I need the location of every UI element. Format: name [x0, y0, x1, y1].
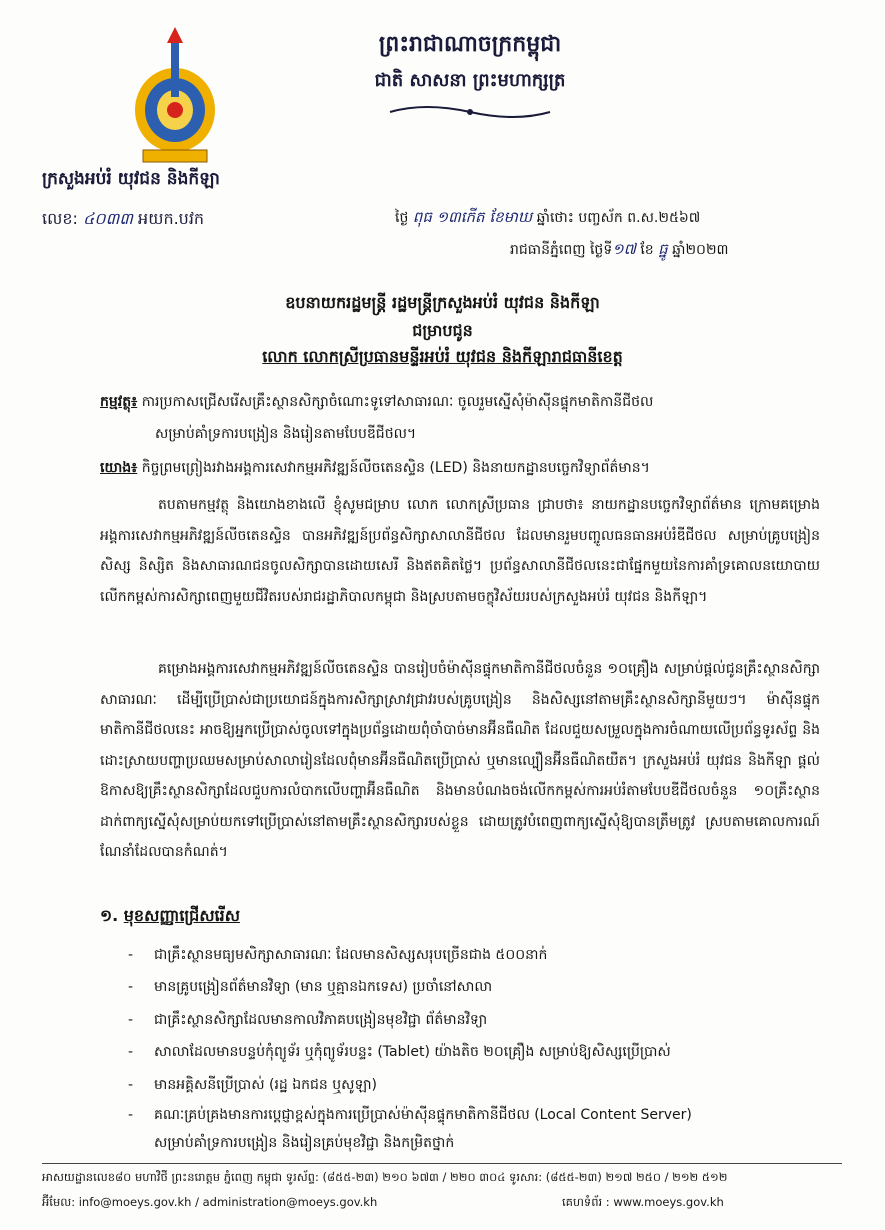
criteria-title: មុខសញ្ញាជ្រើសរើស [123, 906, 240, 925]
lunar-day-month: ពុធ ១៣កើត ខែមាឃ [412, 208, 533, 226]
ref-label: លេខ: [42, 209, 78, 228]
reference-label: យោង៖ [100, 460, 138, 476]
date-day: ១៧ [612, 240, 636, 258]
footer-website[interactable]: គេហទំព័រ : www.moeys.gov.kh [562, 1195, 724, 1209]
footer-divider [42, 1163, 842, 1164]
criteria-item-text: មានគ្រូបង្រៀនព័ត៌មានវិទ្យា (មាន ឬគ្មានឯកទេស) ប្រចាំនៅសាលា [154, 979, 493, 995]
ornament-divider-icon [380, 102, 560, 122]
paragraph-1-text: តបតាមកម្មវត្ថុ និងយោងខាងលើ ខ្ញុំសូមជម្រាប លោក លោកស្រីប្រធាន ជ្រាបថា៖ នាយកដ្ឋានបច្ចេកវិទ្យាព័ត៌មាន ក្រោមគម្រោងអង្គការសេវាកម្មអភិវឌ្ឍន៍លីចតេនស្ទិន បានអភិវឌ្ឍន៍ប្រព័ន្ធសិក្សាសាលានីជីថល ដែលមានរួមបញ្ចូលធនធានអប់រំឌីជីថល សម្រាប់គ្រូបង្រៀន សិស្ស និស្សិត និងសាធារណជនចូលសិក្សាបានដោយសេរី និងឥតគិតថ្លៃ។ ប្រព័ន្ធសាលានីជីថលនេះជាផ្នែកមួយនៃការគាំទ្រគោលនយោបាយលើកកម្ពស់ការសិក្សាពេញមួយជីវិតរបស់រាជរដ្ឋាភិបាលកម្ពុជា និងស្របតាមចក្ខុវិស័យរបស់ក្រសួងអប់រំ យុវជន និងកីឡា។ [100, 497, 820, 605]
subject-line [100, 392, 653, 413]
subject-label: កម្មវត្ថុ៖ [100, 394, 138, 410]
reference-line [100, 458, 650, 479]
ref-suffix: អយក.បវក [138, 209, 205, 228]
list-item-continuation: សម្រាប់គាំទ្រការបង្រៀន និងរៀនគ្រប់មុខវិជ្ជា និងកម្រិតថ្នាក់ [154, 1135, 455, 1151]
date-place: រាជធានីភ្នំពេញ ថ្ងៃទី [510, 242, 613, 258]
reference-number [42, 208, 204, 232]
criteria-item-text: ជាគ្រឹះស្ថានសិក្សាដែលមានកាលវិភាគបង្រៀនមុខវិជ្ជា ព័ត៌មានវិទ្យា [154, 1012, 488, 1028]
gregorian-date [510, 240, 729, 262]
footer-contact [42, 1195, 842, 1212]
list-item: - ជាគ្រឹះស្ថានសិក្សាដែលមានកាលវិភាគបង្រៀនមុខវិជ្ជា ព័ត៌មានវិទ្យា [128, 1012, 488, 1028]
date-year: ឆ្នាំ២០២៣ [672, 242, 729, 258]
body-paragraph-2 [100, 654, 820, 868]
footer-address: អាសយដ្ឋានលេខ៨០ មហាវិថី ព្រះនរោត្តម ភ្នំពេញ កម្ពុជា ទូរស័ព្ទ: (៨៥៥-២៣) ២១០ ៦៧៣ / ២២០ ៣០៤ ទូរសារ: (៨៥៥-២៣) ២១៧ ២៥០ / ២១២ ៥១២ [42, 1170, 728, 1184]
recipient-title: លោក លោកស្រីប្រធានមន្ទីរអប់រំ យុវជន និងកីឡារាជធានីខេត្ត [262, 347, 623, 366]
list-item: - មានអគ្គិសនីប្រើប្រាស់ (រដ្ឋ ឯកជន ឬសូឡា) [128, 1077, 377, 1093]
ministry-seal-icon [125, 25, 225, 165]
date-prefix: ថ្ងៃ [395, 210, 409, 226]
sender-title: ឧបនាយករដ្ឋមន្ត្រី រដ្ឋមន្ត្រីក្រសួងអប់រំ យុវជន និងកីឡា [285, 293, 600, 312]
list-item: - ជាគ្រឹះស្ថានមធ្យមសិក្សាសាធារណៈ ដែលមានសិស្សសរុបច្រើនជាង ៥០០នាក់ [128, 947, 548, 963]
list-item: - មានគ្រូបង្រៀនព័ត៌មានវិទ្យា (មាន ឬគ្មានឯកទេស) ប្រចាំនៅសាលា [128, 979, 493, 995]
criteria-heading [100, 905, 240, 929]
to-label: ជម្រាបជូន [412, 321, 473, 340]
lunar-date [395, 208, 700, 230]
lunar-year: ឆ្នាំថោះ បញ្ចស័ក ព.ស.២៥៦៧ [536, 210, 701, 226]
criteria-number: ១. [100, 906, 119, 925]
date-month: ធ្នូ [658, 240, 668, 258]
body-paragraph-1 [100, 490, 820, 612]
national-motto: ជាតិ សាសនា ព្រះមហាក្សត្រ [374, 70, 566, 91]
list-item: - សាលាដែលមានបន្ទប់កុំព្យូទ័រ ឬកុំព្យូទ័របន្ទះ (Tablet) យ៉ាងតិច ២០គ្រឿង សម្រាប់ឱ្យសិស្សប្រើប្រាស់ [128, 1044, 671, 1060]
criteria-item-text: សាលាដែលមានបន្ទប់កុំព្យូទ័រ ឬកុំព្យូទ័របន្ទះ (Tablet) យ៉ាងតិច ២០គ្រឿង សម្រាប់ឱ្យសិស្សប្រើប្រាស់ [154, 1044, 671, 1060]
paragraph-2-text: គម្រោងអង្គការសេវាកម្មអភិវឌ្ឍន៍លីចតេនស្ទិន បានរៀបចំម៉ាស៊ីនផ្ទុកមាតិកានីជីថលចំនួន ១០គ្រឿង សម្រាប់ផ្តល់ជូនគ្រឹះស្ថានសិក្សាសាធារណៈ ដើម្បីប្រើប្រាស់ជាប្រយោជន៍ក្នុងការសិក្សាស្រាវជ្រាវរបស់គ្រូបង្រៀន និងសិស្សនៅតាមគ្រឹះស្ថានសិក្សានីមួយៗ។ ម៉ាស៊ីនផ្ទុកមាតិកានីជីថលនេះ អាចឱ្យអ្នកប្រើប្រាស់ចូលទៅក្នុងប្រព័ន្ធដោយពុំចាំបាច់មានអ៊ីនធឺណិត ដែលជួយសម្រួលក្នុងការចំណាយលើប្រព័ន្ធទូរស័ព្ទ និងដោះស្រាយបញ្ហាប្រឈមសម្រាប់សាលារៀនដែលពុំមានអ៊ីនធឺណិតប្រើប្រាស់ ឬមានល្បឿនអ៊ីនធឺណិតយឺត។ ក្រសួងអប់រំ យុវជន និងកីឡា ផ្តល់ឱកាសឱ្យគ្រឹះស្ថានសិក្សាដែលជួបការលំបាកលើបញ្ហាអ៊ីនធឺណិត និងមានបំណងចង់លើកកម្ពស់ការអប់រំតាមបែបឌីជីថលចំនួន ១០គ្រឹះស្ថាន ដាក់ពាក្យស្នើសុំសម្រាប់យកទៅប្រើប្រាស់នៅតាមគ្រឹះស្ថានសិក្សារបស់ខ្លួន ដោយត្រូវបំពេញពាក្យស្នើសុំឱ្យបានត្រឹមត្រូវ ស្របតាមគោលការណ៍ណែនាំដែលបានកំណត់។ [100, 661, 820, 860]
ministry-name: ក្រសួងអប់រំ យុវជន និងកីឡា [42, 169, 220, 189]
reference-text: កិច្ចព្រមព្រៀងរវាងអង្គការសេវាកម្មអភិវឌ្ឍន៍លីចតេនស្ទិន (LED) និងនាយកដ្ឋានបច្ចេកវិទ្យាព័ត៌មាន។ [141, 460, 650, 476]
criteria-item-text: មានអគ្គិសនីប្រើប្រាស់ (រដ្ឋ ឯកជន ឬសូឡា) [154, 1077, 377, 1093]
footer-email[interactable]: អ៊ីមែល: info@moeys.gov.kh / administration@moeys.gov.kh [42, 1195, 378, 1209]
list-item: - គណៈគ្រប់គ្រងមានការប្តេជ្ញាខ្ពស់ក្នុងការប្រើប្រាស់ម៉ាស៊ីនផ្ទុកមាតិកានីជីថល (Local Content Server) [128, 1107, 692, 1123]
ref-number: ៤០៣៣ [82, 209, 133, 228]
criteria-item-text: គណៈគ្រប់គ្រងមានការប្តេជ្ញាខ្ពស់ក្នុងការប្រើប្រាស់ម៉ាស៊ីនផ្ទុកមាតិកានីជីថល (Local Content Server) [154, 1107, 692, 1123]
date-month-label: ខែ [640, 242, 654, 258]
kingdom-title: ព្រះរាជាណាចក្រកម្ពុជា [378, 32, 562, 57]
subject-continuation: សម្រាប់គាំទ្រការបង្រៀន និងរៀនតាមបែបឌីជីថល។ [155, 426, 417, 442]
criteria-item-text: ជាគ្រឹះស្ថានមធ្យមសិក្សាសាធារណៈ ដែលមានសិស្សសរុបច្រើនជាង ៥០០នាក់ [154, 947, 548, 963]
subject-text: ការប្រកាសជ្រើសរើសគ្រឹះស្ថានសិក្សាចំណោះទូទៅសាធារណៈ ចូលរួមស្នើសុំម៉ាស៊ីនផ្ទុកមាតិកានីជីថល [141, 394, 654, 410]
